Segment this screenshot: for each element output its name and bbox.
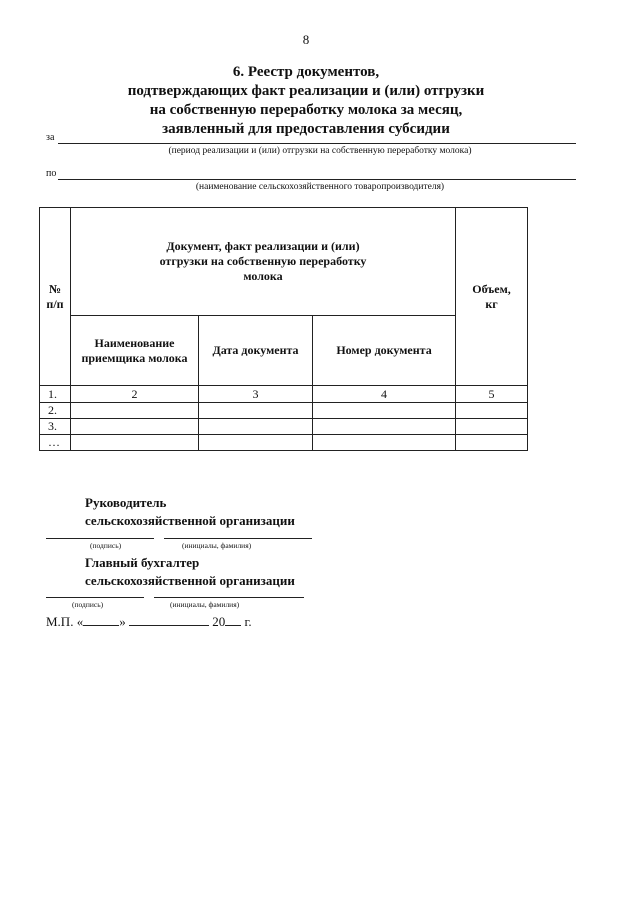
title-line-4: заявленный для предоставления субсидии [162,121,450,137]
row-index: 3. [40,419,71,435]
table-cell: 2 [71,386,199,403]
col-document-header: Документ, факт реализации и (или) отгрузки на собственную переработку молока [71,208,456,316]
col-date-header: Дата документа [199,316,313,386]
accountant-title-line-1: Главный бухгалтер [85,555,200,570]
period-prefix: за [46,132,55,143]
table-cell [71,419,199,435]
accountant-signature-hint: (подпись) [72,600,104,609]
quote-open: « [76,614,84,629]
accountant-signature-line [46,597,144,598]
table-cell [313,435,456,451]
table-cell: 4 [313,386,456,403]
period-hint: (период реализации и (или) отгрузки на собственную переработку молока) [168,146,472,156]
accountant-title-line-2: сельскохозяйственной организации [85,573,295,588]
row-index: … [40,435,71,451]
month-blank [129,614,209,626]
head-title-line-1: Руководитель [85,495,167,510]
accountant-name-hint: (инициалы, фамилия) [170,600,240,609]
producer-prefix: по [46,168,57,179]
table-number-row [40,386,528,403]
table-cell [199,419,313,435]
quote-close: » [119,614,126,629]
col-volume-header: Объем, кг [456,208,528,386]
title-line-1: 6. Реестр документов, [232,64,380,80]
table-cell [456,435,528,451]
row-index: 2. [40,403,71,419]
table-cell [456,403,528,419]
producer-line [58,179,576,180]
page-title [0,63,612,139]
year-prefix: 20 [212,614,226,629]
col-receiver-header: Наименование приемщика молока [71,316,199,386]
table-row [40,403,528,419]
year-suffix: г. [244,614,252,629]
table-cell [71,403,199,419]
col-num-header: № п/п [40,208,71,386]
day-blank [83,614,119,626]
registry-table [39,207,528,451]
table-cell [313,419,456,435]
table-cell [313,403,456,419]
table-cell [199,403,313,419]
title-line-2: подтверждающих факт реализации и (или) отгрузки [127,83,485,99]
table-cell: 1. [40,386,71,403]
table-row [40,419,528,435]
head-name-line [164,538,312,539]
year-blank [225,614,241,626]
stamp-date-line [46,614,252,630]
table-row [40,435,528,451]
table-cell [456,419,528,435]
title-line-3: на собственную переработку молока за месяц, [149,102,463,118]
table-cell: 5 [456,386,528,403]
table-cell: 3 [199,386,313,403]
table-cell [71,435,199,451]
head-name-hint: (инициалы, фамилия) [182,541,252,550]
stamp-label: М.П. [46,614,74,629]
head-signature-line [46,538,154,539]
accountant-title [85,554,295,590]
head-title-line-2: сельскохозяйственной организации [85,513,295,528]
table-cell [199,435,313,451]
head-signature-hint: (подпись) [90,541,122,550]
page-number: 8 [302,32,310,47]
col-docnumber-header: Номер документа [313,316,456,386]
accountant-name-line [154,597,304,598]
producer-hint: (наименование сельскохозяйственного товаропроизводителя) [195,182,445,192]
period-line [58,143,576,144]
head-title [85,494,295,530]
